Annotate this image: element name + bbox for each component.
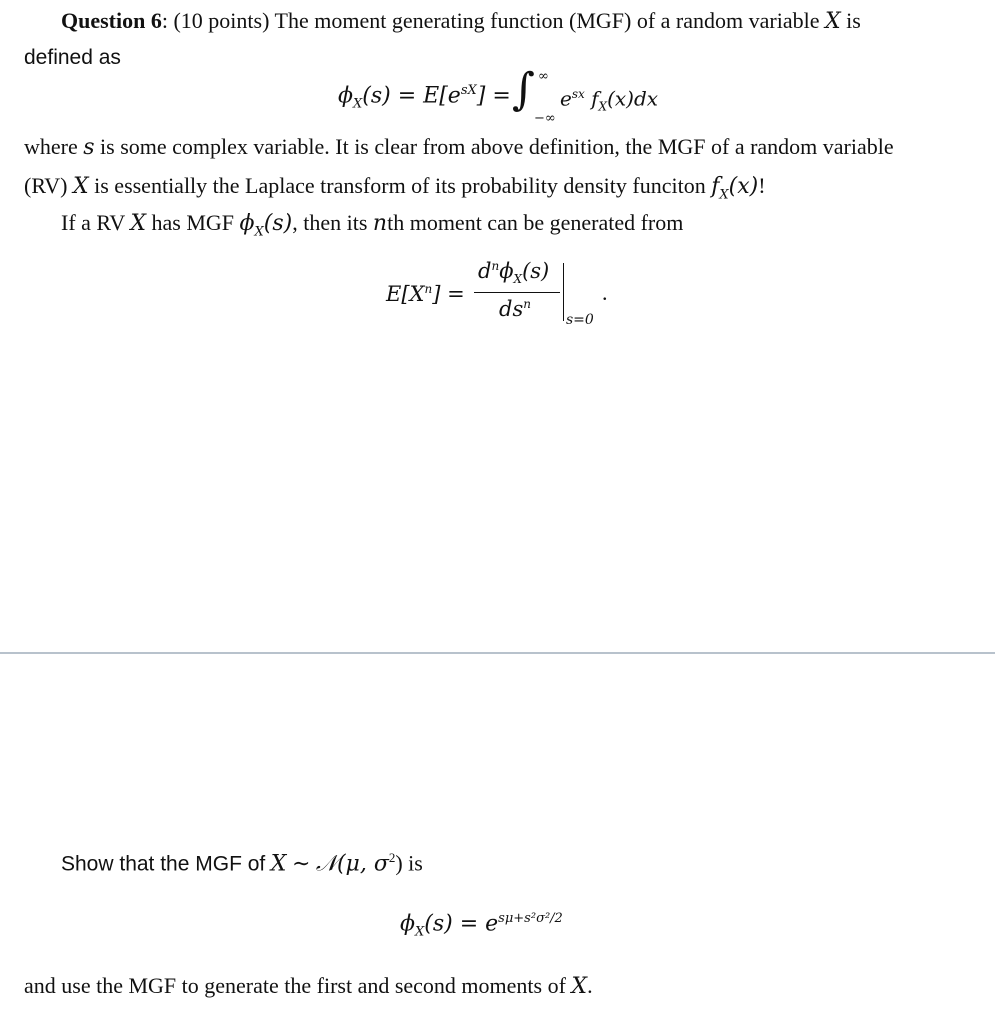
f2-numerator (478, 260, 549, 285)
para1-if-rv: If a RV (61, 210, 125, 235)
fraction-bar (474, 292, 560, 293)
evaluation-bar (563, 263, 564, 321)
question-line-1 (61, 10, 861, 33)
para1-f-sub: X (719, 187, 729, 203)
f3-sup: sμ+s²σ²/2 (498, 911, 563, 926)
f2-num-sub: X (513, 272, 523, 287)
f1-e-sup: sx (571, 87, 585, 101)
question-colon: : (161, 8, 168, 33)
show-text: Show that the MGF of (61, 852, 266, 876)
f1-integrand (560, 88, 658, 113)
closing-line (24, 975, 593, 998)
para1-then-its: , then its (292, 210, 368, 235)
f1-phi: ϕ (338, 83, 353, 109)
question-is: is (846, 8, 861, 33)
f2-num-d: d (478, 259, 492, 283)
f1-f-sub: X (598, 99, 608, 114)
para1-line3-x: X (130, 211, 146, 236)
integral-sign: ∫ (512, 64, 535, 115)
f2-den-sup: n (523, 297, 531, 311)
f3-sub-x: X (415, 924, 425, 940)
para1-line2-rest: is essentially the Laplace transform of its probability density funciton (94, 173, 706, 198)
para-line-3 (61, 212, 683, 238)
f2-lhs-sup: n (424, 282, 433, 296)
para1-line3-rest: th moment can be generated from (387, 210, 684, 235)
f2-num-arg: (s) (522, 259, 550, 283)
f3-arg: (s) = e (424, 911, 499, 937)
closing-x: X (571, 974, 588, 999)
para1-x: X (72, 174, 89, 199)
f2-lhs-close: ] = (432, 282, 465, 306)
f1-close: ] = (476, 83, 511, 109)
para1-rv: (RV) (24, 173, 68, 198)
f2-denominator (499, 298, 531, 320)
closing-text: and use the MGF to generate the first and second moments of (24, 973, 566, 998)
show-params-close: ) (395, 850, 403, 876)
show-line (61, 851, 423, 875)
question-var-x: X (824, 9, 841, 34)
f1-f: f (591, 86, 599, 111)
integral-upper-limit: ∞ (538, 69, 549, 84)
formula-moment-lhs (386, 283, 465, 305)
para1-f-arg: (x) (728, 174, 759, 199)
f2-eval-at: s=0 (566, 312, 594, 328)
para1-has-mgf: has MGF (151, 210, 235, 235)
show-normal-dist: 𝒩 (315, 851, 337, 877)
show-sim: ∼ (291, 850, 311, 876)
f2-num-sup: n (491, 259, 500, 273)
closing-period: . (587, 973, 593, 998)
f1-sup-sx: sX (460, 83, 477, 98)
show-x: X (270, 851, 287, 877)
para1-line1-rest: is some complex variable. It is clear from above definition, the MGF of a random variable (100, 134, 894, 159)
formula-mgf-definition (338, 84, 511, 111)
question-label: Question 6 (61, 8, 162, 33)
para1-phi-sub: X (254, 224, 264, 240)
section-divider (0, 652, 995, 654)
para-line-1 (24, 136, 894, 159)
f2-period: . (602, 280, 608, 305)
f2-lhs: E[X (386, 282, 425, 306)
para1-s: s (83, 135, 95, 160)
f1-sub-x: X (353, 96, 363, 112)
show-params: (μ, σ (336, 851, 389, 877)
f2-den: ds (499, 297, 524, 321)
formula-normal-mgf (400, 912, 563, 939)
question-points-text: (10 points) The moment generating function (MGF) of a random variable (173, 8, 820, 33)
para1-phi-arg: (s) (263, 211, 293, 236)
para-line-2 (24, 175, 766, 201)
f1-f-arg: (x)dx (607, 86, 659, 111)
para1-excl: ! (758, 173, 766, 198)
show-params-sup: 2 (388, 850, 396, 865)
show-is: is (408, 850, 423, 876)
f1-e: e (560, 86, 572, 111)
f1-arg: (s) = E[e (362, 83, 461, 109)
para1-n: n (372, 211, 388, 236)
para1-phi: ϕ (239, 211, 255, 236)
integral-lower-limit: −∞ (534, 111, 556, 126)
question-defined-as: defined as (24, 46, 121, 69)
para1-f: f (711, 174, 720, 199)
f2-num-phi: ϕ (499, 259, 514, 283)
question-line-2 (24, 47, 121, 68)
para1-where: where (24, 134, 78, 159)
f3-phi: ϕ (400, 911, 415, 937)
